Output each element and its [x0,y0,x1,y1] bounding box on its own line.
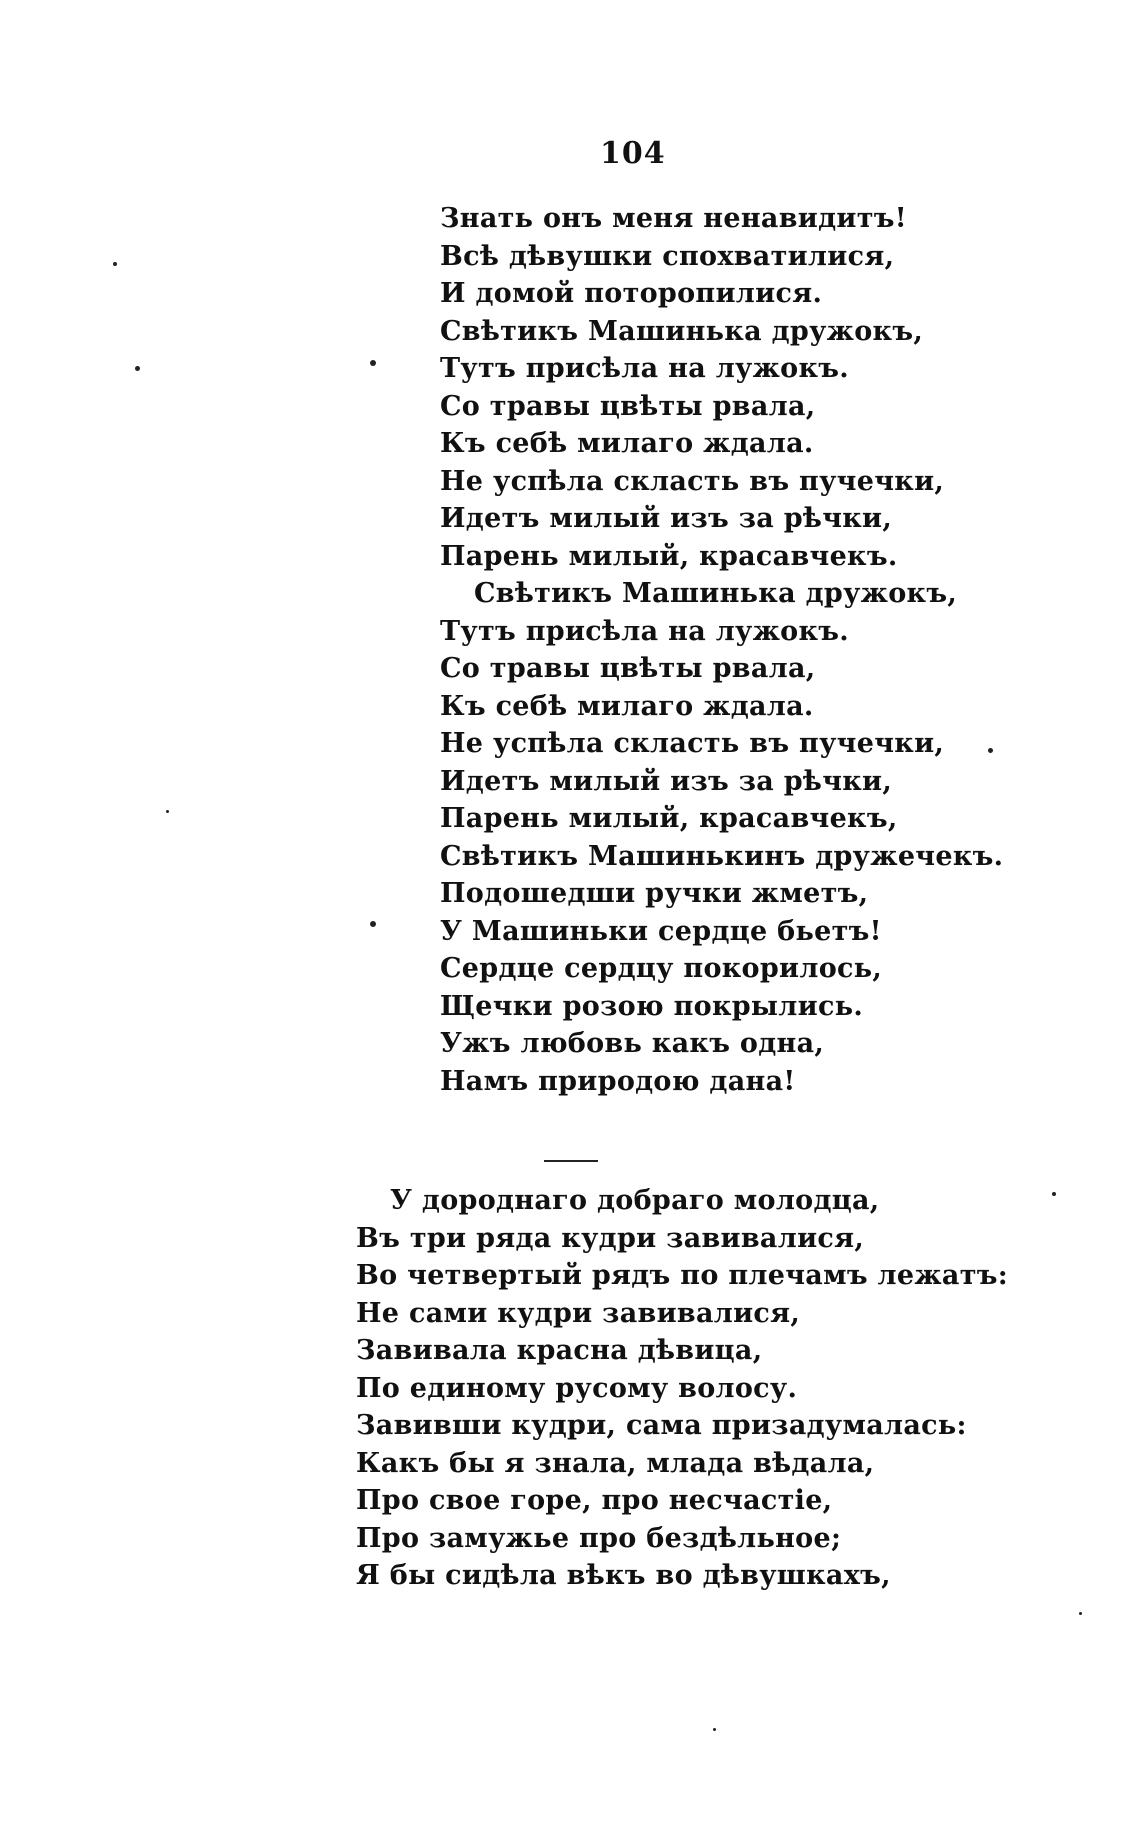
verse-line: Свѣтикъ Машинька дружокъ, [474,578,958,609]
verse-line: Завивала красна дѣвица, [356,1335,763,1366]
verse-line: Всѣ дѣвушки спохватилися, [440,240,895,272]
verse-line: Завивши кудри, сама призадумалась: [356,1410,967,1441]
verse-line: Про свое горе, про несчастіе, [356,1485,833,1516]
scan-speck [713,1728,716,1731]
verse-line: Свѣтикъ Машинька дружокъ, [440,315,924,347]
section-divider [544,1160,598,1162]
verse-line: У дороднаго добраго молодца, [390,1185,880,1216]
scan-speck [166,810,169,813]
poem-stanza-2 [356,1182,1008,1595]
verse-line: Свѣтикъ Машинькинъ дружечекъ. [440,840,1004,872]
verse-line: Парень милый, красавчекъ. [440,540,898,572]
verse-line: Къ себѣ милаго ждала. [440,690,814,722]
verse-line: Я бы сидѣла вѣкъ во дѣвушкахъ, [356,1560,891,1591]
verse-line: Сердце сердцу покорилось, [440,953,883,984]
scan-speck [370,921,376,927]
verse-line: Тутъ присѣла на лужокъ. [440,353,849,384]
scan-speck [113,262,117,266]
scan-speck [1052,1192,1056,1196]
verse-line: Тутъ присѣла на лужокъ. [440,615,849,647]
verse-line: Въ три ряда кудри завивалися, [356,1222,865,1254]
verse-line: Со травы цвѣты рвала, [440,653,816,684]
verse-line: Намъ природою дана! [440,1065,796,1097]
verse-line: Про замужье про бездѣльное; [356,1522,842,1554]
verse-line: Не сами кудри завивалися, [356,1297,801,1329]
verse-line: У Машиньки сердце бьетъ! [440,915,882,947]
verse-line: Знать онъ меня ненавидитъ! [440,203,907,234]
poem-stanza-1 [440,200,1003,1100]
verse-line: Подошедши ручки жметъ, [440,878,869,909]
verse-line: Щечки розою покрылись. [440,990,864,1022]
scan-speck [988,748,993,753]
verse-line: Парень милый, красавчекъ, [440,803,898,834]
page-number: 104 [600,136,666,171]
verse-line: Идетъ милый изъ за рѣчки, [440,503,893,534]
verse-line: По единому русому волосу. [356,1372,798,1404]
scan-speck [370,360,376,366]
scan-speck [1079,1612,1082,1615]
verse-line: Ужъ любовь какъ одна, [440,1028,825,1059]
verse-line: Какъ бы я знала, млада вѣдала, [356,1447,875,1479]
verse-line: Со травы цвѣты рвала, [440,390,816,422]
verse-line: И домой поторопилися. [440,278,823,309]
verse-line: Не успѣла скласть въ пучечки, [440,465,945,497]
verse-line: Не успѣла скласть въ пучечки, [440,728,945,759]
verse-line: Къ себѣ милаго ждала. [440,428,814,459]
verse-line: Идетъ милый изъ за рѣчки, [440,765,893,797]
verse-line: Во четвертый рядъ по плечамъ лежатъ: [356,1260,1009,1291]
scan-speck [135,366,140,371]
